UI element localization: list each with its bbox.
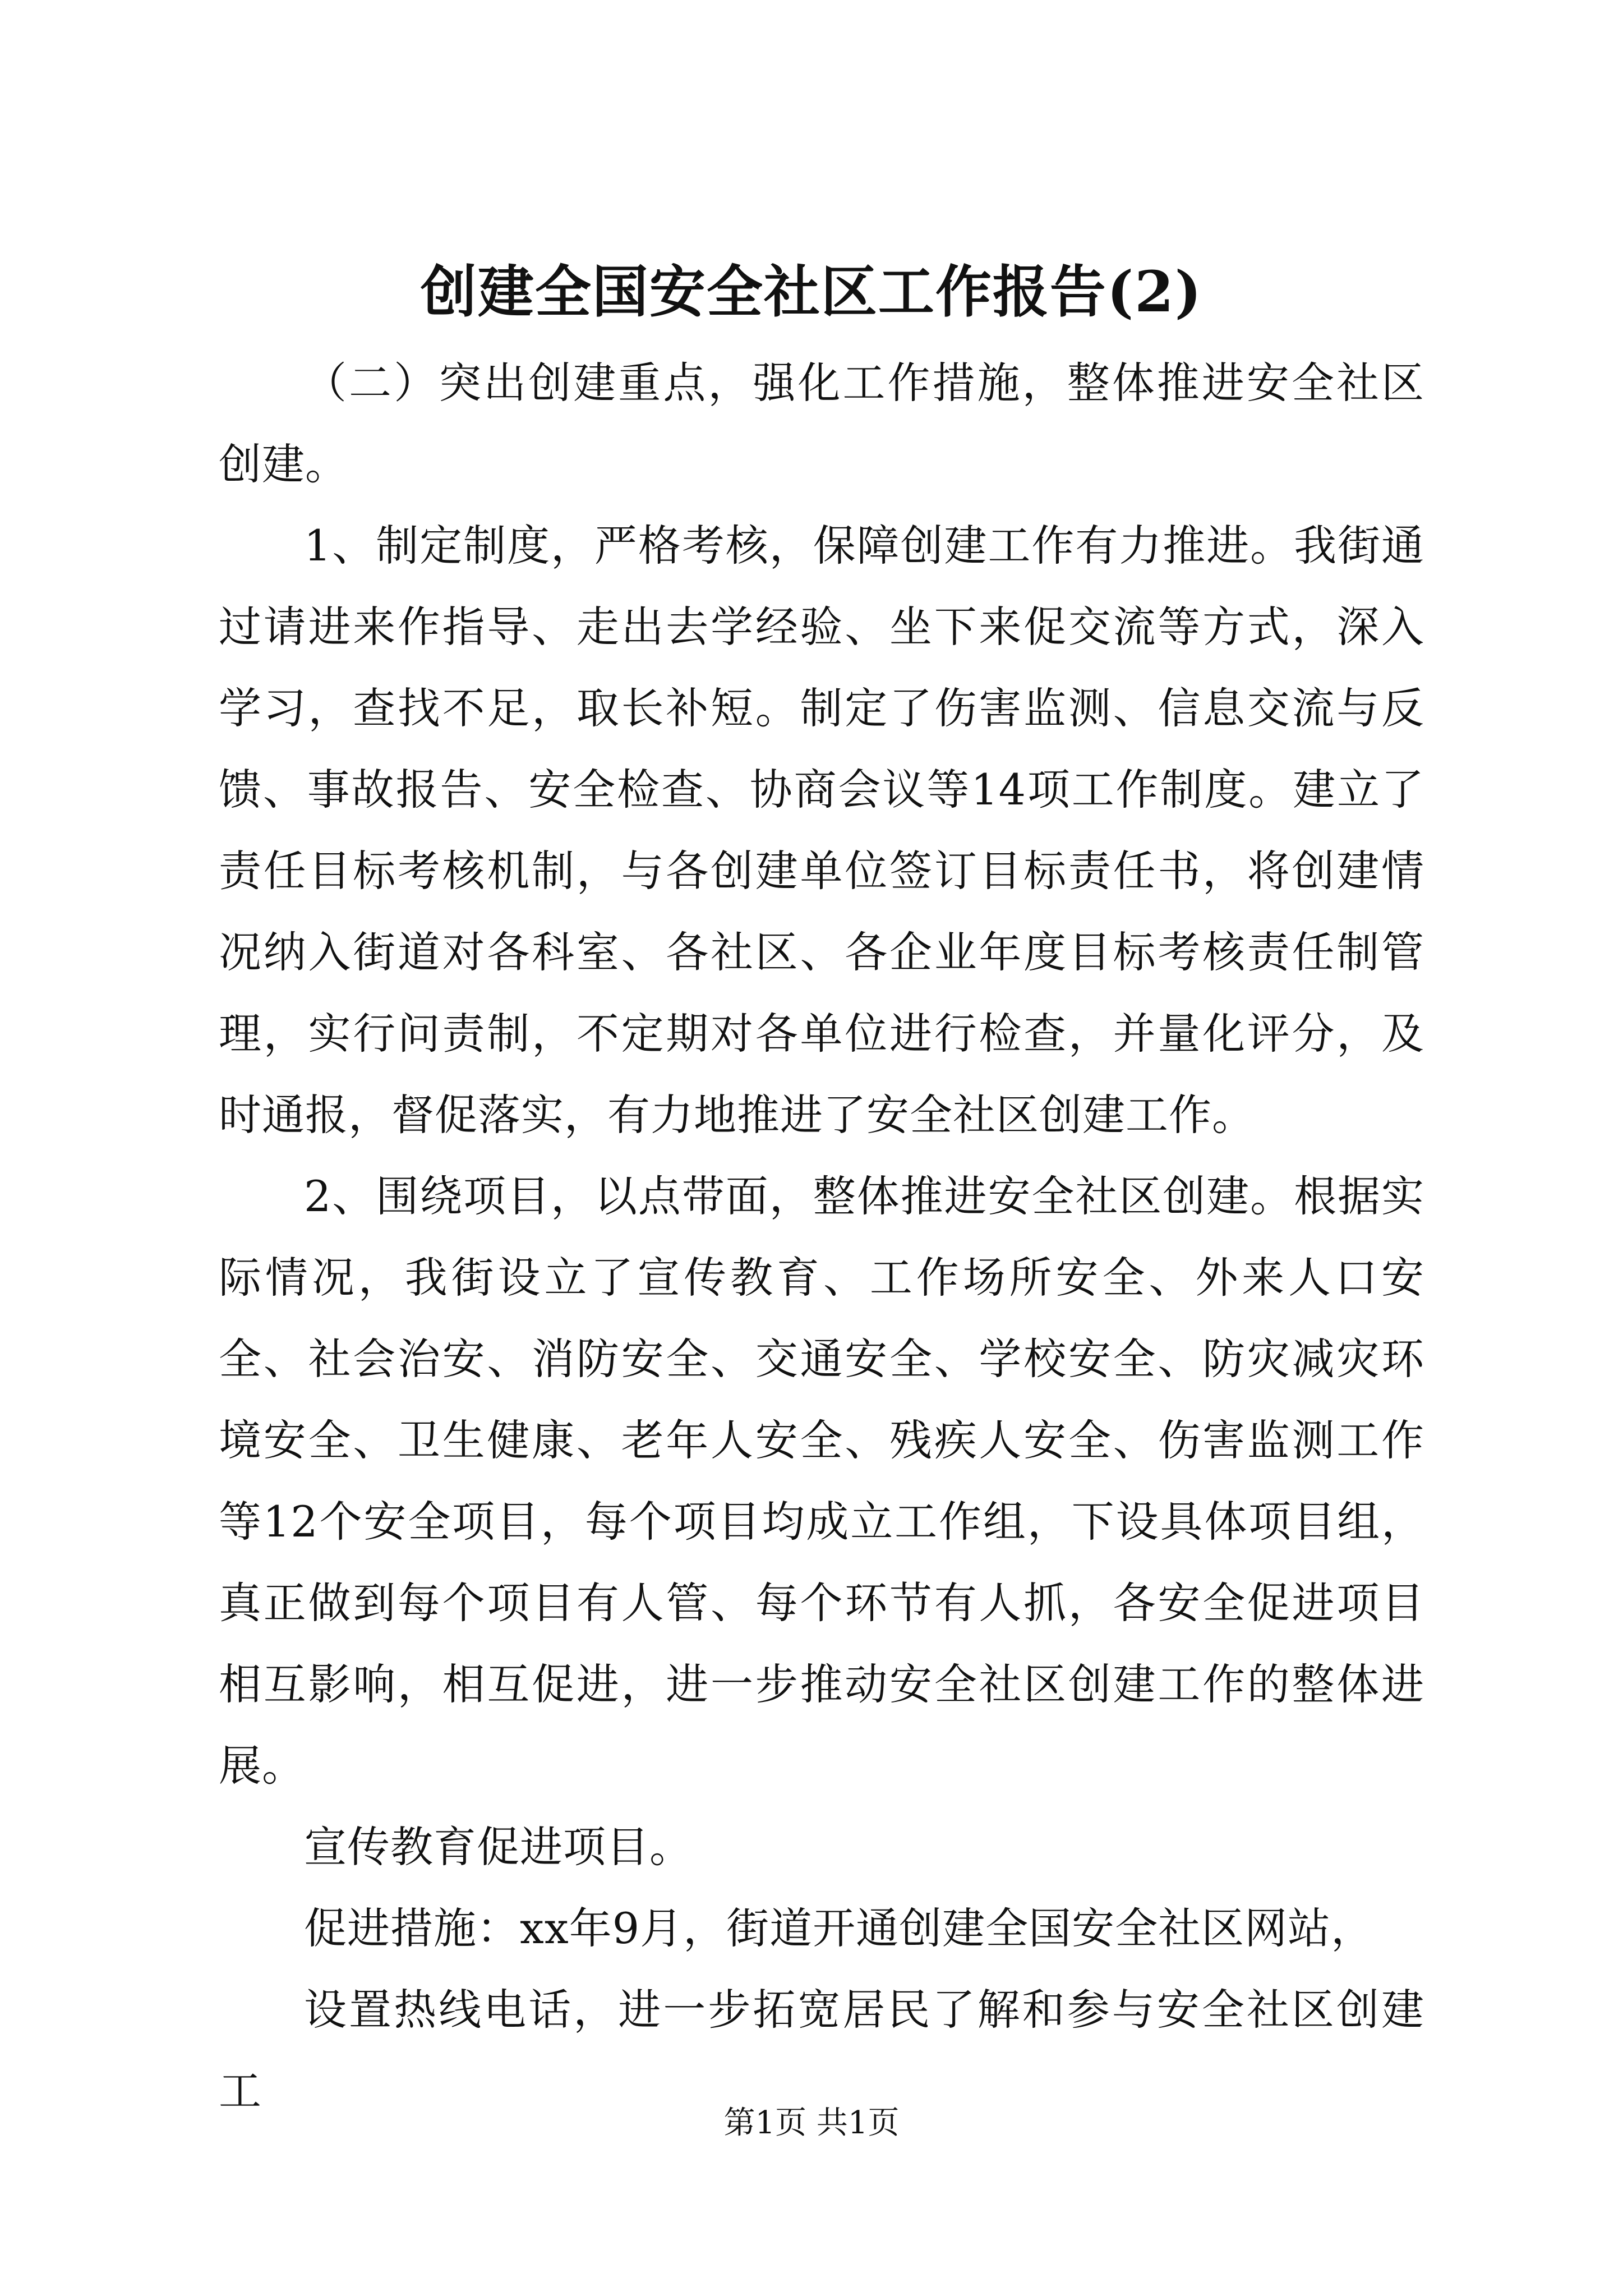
document-title: 创建全国安全社区工作报告(2) [420,259,1203,325]
page-footer: 第1页 共1页 [723,2105,900,2141]
paragraph-section-heading: （二）突出创建重点，强化工作措施，整体推进安全社区创建。 [219,358,1424,489]
paragraph-project-heading: 宣传教育促进项目。 [304,1822,693,1872]
paragraph-measures-continued: 设置热线电话，进一步拓宽居民了解和参与安全社区创建工 [219,1985,1424,2116]
paragraph-item-2: 2、围绕项目，以点带面，整体推进安全社区创建。根据实际情况，我街设立了宣传教育、工作场所安全、外来人口安全、社会治安、消防安全、交通安全、学校安全、防灾减灾环境安全、卫生健康、老年人安全、残疾人安全、伤害监测工作等12个安全项目，每个项目均成立工作组，下设具体项目组，真正做到每个项目有人管、每个环节有人抓，各安全促进项目相互影响，相互促进，进一步推动安全社区创建工作的整体进展。 [219,1171,1424,1791]
paragraph-measures: 促进措施：xx年9月，街道开通创建全国安全社区网站， [304,1903,1375,1953]
paragraph-item-1: 1、制定制度，严格考核，保障创建工作有力推进。我街通过请进来作指导、走出去学经验、坐下来促交流等方式，深入学习，查找不足，取长补短。制定了伤害监测、信息交流与反馈、事故报告、安全检查、协商会议等14项工作制度。建立了责任目标考核机制，与各创建单位签订目标责任书，将创建情况纳入街道对各科室、各社区、各企业年度目标考核责任制管理，实行问责制，不定期对各单位进行检查，并量化评分，及时通报，督促落实，有力地推进了安全社区创建工作。 [219,521,1424,1140]
document-body [219,342,1424,2132]
